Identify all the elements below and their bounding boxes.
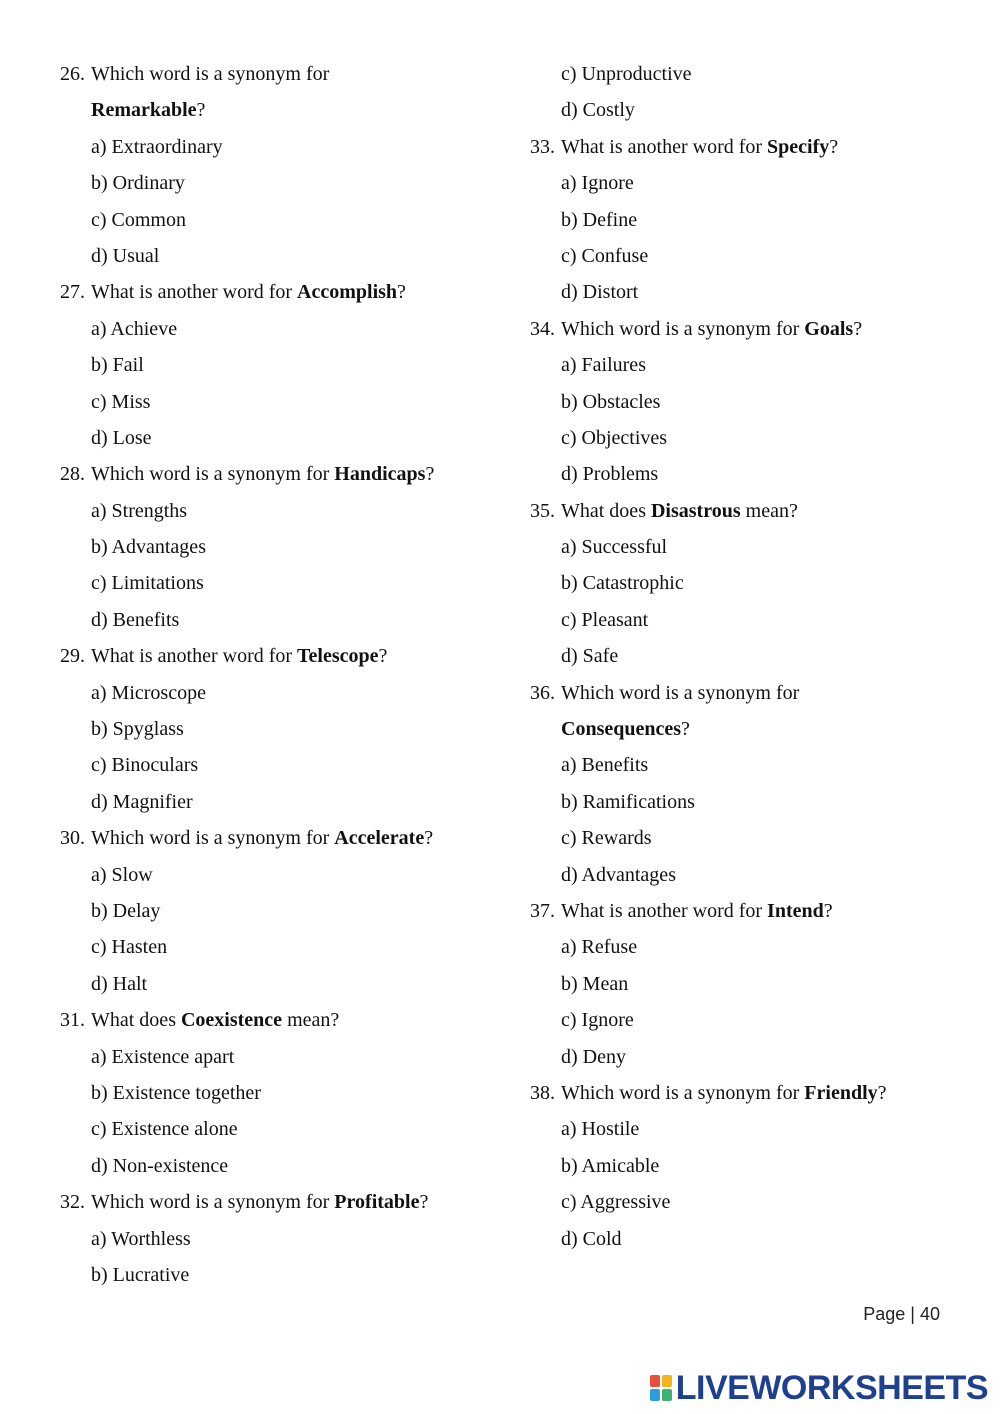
answer-option: c) Ignore <box>561 1009 634 1032</box>
left-column <box>60 56 500 1293</box>
question <box>530 675 960 711</box>
answer-option: c) Miss <box>91 390 151 413</box>
answer-option: c) Pleasant <box>561 608 649 631</box>
brand-name: LIVEWORKSHEETS <box>675 1369 988 1407</box>
question-number: 26. <box>60 63 85 85</box>
logo-square-red <box>650 1375 660 1387</box>
answer-option: c) Rewards <box>561 827 652 850</box>
answer-option: d) Deny <box>561 1045 626 1068</box>
question-text-part: Which word is a synonym for <box>91 463 335 486</box>
question-number: 31. <box>60 1009 85 1032</box>
question-number: 36. <box>530 681 555 704</box>
answer-option: c) Objectives <box>561 426 668 449</box>
question-text <box>91 281 406 303</box>
logo-square-yellow <box>662 1375 672 1387</box>
question-text-part: ? <box>829 135 839 158</box>
answer-option: d) Safe <box>561 645 619 668</box>
keyword: Specify <box>767 135 830 158</box>
answer-option: d) Halt <box>91 972 148 995</box>
question-text <box>561 318 862 340</box>
question-text-part: ? <box>419 1191 429 1214</box>
answer-option: c) Common <box>91 208 186 231</box>
answer-option: a) Refuse <box>561 936 638 959</box>
question <box>60 56 500 92</box>
question-text <box>561 1082 887 1104</box>
keyword: Goals <box>804 317 854 340</box>
question-text-part: Which word is a synonym for <box>91 827 335 850</box>
answer-option: c) Confuse <box>561 244 649 267</box>
question-continuation <box>530 711 960 747</box>
question-text <box>91 1009 339 1031</box>
answer-option: d) Distort <box>561 281 639 304</box>
question-text-part: ? <box>823 899 833 922</box>
question-text <box>561 136 838 158</box>
keyword: Disastrous <box>650 499 741 522</box>
question-number: 34. <box>530 317 555 340</box>
answer-option: a) Benefits <box>561 754 649 777</box>
answer-option: a) Achieve <box>91 317 178 340</box>
question-text-part: Which word is a synonym for <box>561 1081 805 1104</box>
keyword: Consequences <box>561 718 682 741</box>
question-number: 30. <box>60 827 85 850</box>
question <box>60 456 500 492</box>
question-text-part: mean? <box>740 499 798 522</box>
answer-option: b) Obstacles <box>561 390 661 413</box>
question-text <box>91 463 434 485</box>
logo-square-green <box>662 1389 672 1401</box>
answer-option: a) Ignore <box>561 172 634 195</box>
question-text-part: Which word is a synonym for <box>91 1191 335 1214</box>
question <box>530 311 960 347</box>
question-text-part: ? <box>196 99 206 122</box>
question-text-part: ? <box>877 1081 887 1104</box>
answer-option: d) Costly <box>561 99 635 122</box>
question-text <box>91 827 433 849</box>
question-text <box>561 682 799 704</box>
question-text-part: ? <box>681 718 690 741</box>
question-text-part: What is another word for <box>91 281 298 304</box>
logo-square-blue <box>650 1389 660 1401</box>
question-text <box>561 900 833 922</box>
keyword: Coexistence <box>180 1009 283 1032</box>
question <box>530 1075 960 1111</box>
question <box>60 274 500 310</box>
answer-option: a) Worthless <box>91 1227 191 1250</box>
keyword: Profitable <box>334 1191 420 1214</box>
answer-option: a) Microscope <box>91 681 206 704</box>
answer-option: c) Hasten <box>91 936 168 959</box>
question-text-part: What does <box>91 1009 181 1032</box>
question-text-part: What is another word for <box>561 899 768 922</box>
answer-option: a) Failures <box>561 354 646 377</box>
answer-option: d) Non-existence <box>91 1154 229 1177</box>
question-text-part: ? <box>425 463 435 486</box>
question-text-part: ? <box>378 645 388 668</box>
question-text-part: Which word is a synonym for <box>91 63 330 85</box>
question <box>60 1002 500 1038</box>
answer-option: b) Amicable <box>561 1154 660 1177</box>
keyword: Intend <box>767 899 824 922</box>
answer-option: d) Cold <box>561 1227 622 1250</box>
question-continuation <box>60 92 500 128</box>
logo-icon <box>650 1375 672 1401</box>
question <box>60 638 500 674</box>
liveworksheets-logo <box>650 1370 988 1406</box>
question-text-part: Which word is a synonym for <box>561 681 800 704</box>
answer-option: b) Delay <box>91 899 161 922</box>
question-number: 28. <box>60 463 85 486</box>
question-text-part: ? <box>853 317 863 340</box>
answer-option: a) Hostile <box>561 1118 640 1141</box>
answer-option: a) Slow <box>91 863 153 886</box>
question-text-part: What does <box>561 499 651 522</box>
answer-option: b) Fail <box>91 354 144 377</box>
question-number: 35. <box>530 499 555 522</box>
answer-option: d) Advantages <box>561 863 676 886</box>
page-number: Page | 40 <box>863 1304 940 1324</box>
question-text <box>91 1191 428 1213</box>
answer-option: b) Catastrophic <box>561 572 684 595</box>
answer-option: a) Successful <box>561 536 668 559</box>
keyword: Accomplish <box>297 281 398 304</box>
right-column <box>530 56 960 1257</box>
answer-option: b) Lucrative <box>91 1263 190 1286</box>
answer-option: c) Binoculars <box>91 754 199 777</box>
keyword: Friendly <box>804 1081 878 1104</box>
question-text-part: ? <box>397 281 406 304</box>
question-text-part: mean? <box>282 1009 340 1032</box>
answer-option: c) Limitations <box>91 572 204 595</box>
question-text <box>91 645 387 667</box>
question-number: 38. <box>530 1081 555 1104</box>
answer-option: d) Problems <box>561 463 659 486</box>
answer-option: c) Unproductive <box>561 63 692 85</box>
answer-option: d) Lose <box>91 426 152 449</box>
question <box>530 129 960 165</box>
question-number: 33. <box>530 135 555 158</box>
answer-option: b) Mean <box>561 972 629 995</box>
question-number: 37. <box>530 899 555 922</box>
question-text-part: ? <box>424 827 434 850</box>
question-text-part: What is another word for <box>561 135 768 158</box>
question-number: 27. <box>60 281 85 304</box>
answer-option: c) Aggressive <box>561 1191 671 1214</box>
question <box>60 1184 500 1220</box>
answer-option: c) Existence alone <box>91 1118 238 1141</box>
question-text <box>91 63 329 85</box>
question <box>530 493 960 529</box>
keyword: Telescope <box>297 645 379 668</box>
answer-option: d) Benefits <box>91 608 180 631</box>
answer-option: b) Existence together <box>91 1081 261 1104</box>
answer-option: b) Spyglass <box>91 718 184 741</box>
answer-option: a) Strengths <box>91 499 188 522</box>
keyword: Handicaps <box>334 463 426 486</box>
answer-option: d) Magnifier <box>91 790 193 813</box>
question-text <box>561 500 798 522</box>
answer-option: b) Ramifications <box>561 790 695 813</box>
answer-option: b) Ordinary <box>91 172 185 195</box>
question-text-part: What is another word for <box>91 645 298 668</box>
answer-option: d) Usual <box>91 244 160 267</box>
keyword: Remarkable <box>91 99 197 122</box>
answer-option: b) Advantages <box>91 536 206 559</box>
question <box>60 820 500 856</box>
answer-option: a) Existence apart <box>91 1045 235 1068</box>
keyword: Accelerate <box>334 827 425 850</box>
question <box>530 893 960 929</box>
question-number: 32. <box>60 1191 85 1214</box>
question-number: 29. <box>60 645 85 668</box>
answer-option: b) Define <box>561 208 638 231</box>
question-text-part: Which word is a synonym for <box>561 317 805 340</box>
answer-option: a) Extraordinary <box>91 135 223 158</box>
